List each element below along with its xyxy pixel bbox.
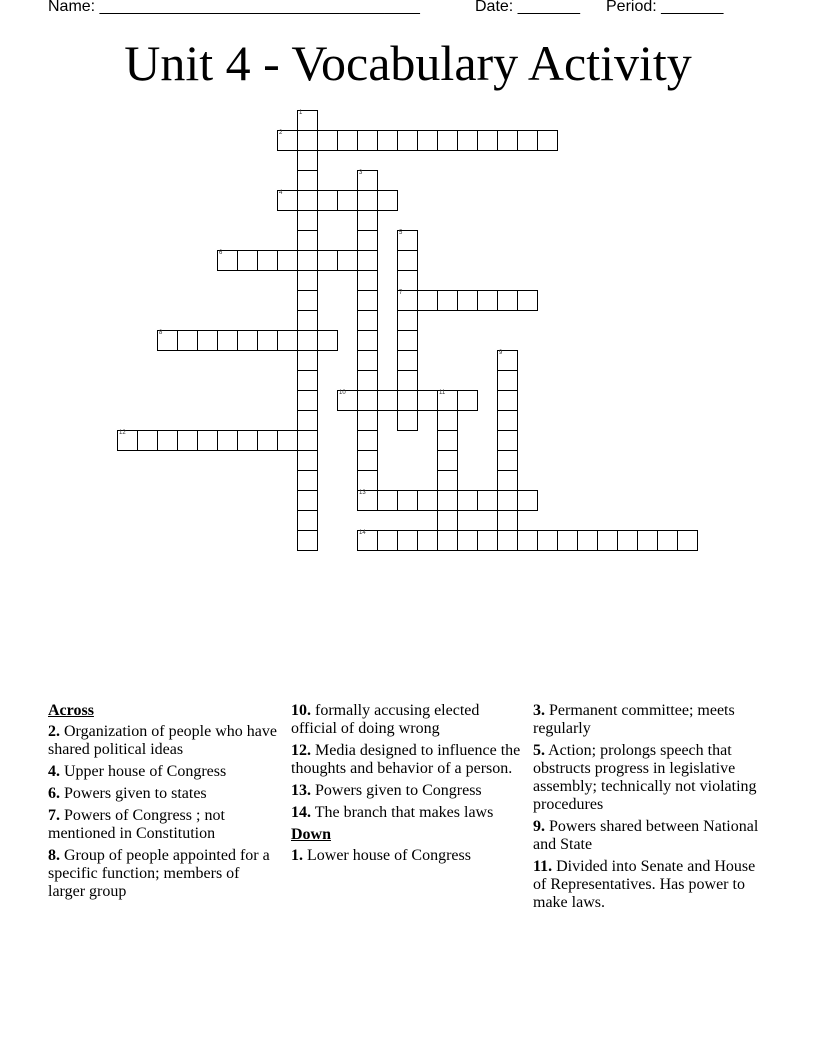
crossword-cell[interactable] xyxy=(397,290,418,311)
crossword-cell[interactable] xyxy=(457,290,478,311)
crossword-cell[interactable] xyxy=(517,530,538,551)
crossword-cell[interactable] xyxy=(357,470,378,491)
crossword-cell[interactable] xyxy=(497,450,518,471)
crossword-cell[interactable] xyxy=(297,490,318,511)
crossword-cell[interactable] xyxy=(157,430,178,451)
crossword-cell[interactable] xyxy=(417,290,438,311)
across-heading: Across xyxy=(48,702,94,719)
crossword-cell[interactable] xyxy=(297,330,318,351)
crossword-cell[interactable] xyxy=(497,290,518,311)
crossword-cell[interactable] xyxy=(417,490,438,511)
crossword-cell[interactable] xyxy=(357,410,378,431)
crossword-cell[interactable] xyxy=(277,130,298,151)
crossword-cell[interactable] xyxy=(357,190,378,211)
crossword-cell[interactable] xyxy=(297,150,318,171)
clues-section xyxy=(48,702,778,1002)
crossword-cell[interactable] xyxy=(397,410,418,431)
crossword-cell[interactable] xyxy=(357,130,378,151)
crossword-cell[interactable] xyxy=(497,130,518,151)
crossword-cell[interactable] xyxy=(257,430,278,451)
crossword-cell[interactable] xyxy=(377,490,398,511)
clue-down-11: 11. Divided into Senate and House of Representatives. Has power to make laws. xyxy=(533,858,756,911)
crossword-cell[interactable] xyxy=(197,330,218,351)
crossword-cell[interactable] xyxy=(437,290,458,311)
crossword-cell[interactable] xyxy=(377,390,398,411)
crossword-cell[interactable] xyxy=(437,390,458,411)
crossword-cell[interactable] xyxy=(417,390,438,411)
crossword-cell[interactable] xyxy=(437,410,458,431)
clue-number: 14 xyxy=(359,530,366,536)
crossword-cell[interactable] xyxy=(497,350,518,371)
crossword-cell[interactable] xyxy=(297,390,318,411)
clue-number: 10 xyxy=(339,390,346,396)
crossword-cell[interactable] xyxy=(477,130,498,151)
crossword-cell[interactable] xyxy=(397,350,418,371)
crossword-cell[interactable] xyxy=(577,530,598,551)
clues-column-1 xyxy=(48,702,278,905)
crossword-cell[interactable] xyxy=(457,390,478,411)
crossword-cell[interactable] xyxy=(497,490,518,511)
clue-across-2: 2. Organization of people who have shared political ideas xyxy=(48,723,277,758)
crossword-cell[interactable] xyxy=(357,330,378,351)
crossword-cell[interactable] xyxy=(277,430,298,451)
crossword-cell[interactable] xyxy=(297,310,318,331)
crossword-cell[interactable] xyxy=(337,190,358,211)
crossword-cell[interactable] xyxy=(437,530,458,551)
crossword-cell[interactable] xyxy=(497,530,518,551)
crossword-cell[interactable] xyxy=(217,330,238,351)
down-heading: Down xyxy=(291,826,332,843)
crossword-cell[interactable] xyxy=(497,510,518,531)
clues-column-2 xyxy=(291,702,521,869)
clue-number: 3 xyxy=(359,170,363,176)
clue-across-8: 8. Group of people appointed for a specific function; members of larger group xyxy=(48,847,270,900)
crossword-cell[interactable] xyxy=(277,250,298,271)
crossword-cell[interactable] xyxy=(397,390,418,411)
crossword-cell[interactable] xyxy=(637,530,658,551)
crossword-cell[interactable] xyxy=(317,190,338,211)
crossword-cell[interactable] xyxy=(457,530,478,551)
crossword-cell[interactable] xyxy=(357,530,378,551)
crossword-cell[interactable] xyxy=(137,430,158,451)
clue-down-5: 5. Action; prolongs speech that obstructs progress in legislative assembly; technically not violating procedures xyxy=(533,742,757,813)
crossword-cell[interactable] xyxy=(297,510,318,531)
crossword-cell[interactable] xyxy=(417,130,438,151)
crossword-cell[interactable] xyxy=(297,530,318,551)
clue-down-9: 9. Powers shared between National and State xyxy=(533,818,759,853)
crossword-cell[interactable] xyxy=(357,210,378,231)
crossword-cell[interactable] xyxy=(357,390,378,411)
crossword-cell[interactable] xyxy=(237,250,258,271)
crossword-cell[interactable] xyxy=(297,190,318,211)
clue-number: 7 xyxy=(399,290,403,296)
crossword-cell[interactable] xyxy=(597,530,618,551)
crossword-cell[interactable] xyxy=(297,170,318,191)
clue-number: 12 xyxy=(119,430,126,436)
crossword-cell[interactable] xyxy=(297,290,318,311)
page-title: Unit 4 - Vocabulary Activity xyxy=(124,35,692,91)
crossword-cell[interactable] xyxy=(357,290,378,311)
crossword-cell[interactable] xyxy=(217,250,238,271)
crossword-cell[interactable] xyxy=(537,130,558,151)
clue-across-7: 7. Powers of Congress ; not mentioned in Constitution xyxy=(48,807,225,842)
crossword-cell[interactable] xyxy=(357,450,378,471)
crossword-cell[interactable] xyxy=(297,430,318,451)
clue-number: 5 xyxy=(399,230,403,236)
crossword-cell[interactable] xyxy=(297,270,318,291)
crossword-cell[interactable] xyxy=(177,430,198,451)
crossword-cell[interactable] xyxy=(477,290,498,311)
crossword-cell[interactable] xyxy=(617,530,638,551)
crossword-cell[interactable] xyxy=(497,370,518,391)
crossword-cell[interactable] xyxy=(297,230,318,251)
clue-number: 4 xyxy=(279,190,283,196)
crossword-cell[interactable] xyxy=(657,530,678,551)
crossword-cell[interactable] xyxy=(337,250,358,271)
name-field[interactable]: Name: ____________________________________ xyxy=(48,0,420,15)
clue-down-1: 1. Lower house of Congress xyxy=(291,847,471,864)
crossword-cell[interactable] xyxy=(297,350,318,371)
crossword-cell[interactable] xyxy=(217,430,238,451)
crossword-cell[interactable] xyxy=(237,430,258,451)
crossword-cell[interactable] xyxy=(397,330,418,351)
crossword-cell[interactable] xyxy=(437,450,458,471)
crossword-cell[interactable] xyxy=(297,450,318,471)
crossword-cell[interactable] xyxy=(677,530,698,551)
crossword-cell[interactable] xyxy=(457,130,478,151)
clue-number: 9 xyxy=(499,350,503,356)
clue-number: 2 xyxy=(279,130,283,136)
crossword-cell[interactable] xyxy=(397,370,418,391)
crossword-cell[interactable] xyxy=(437,470,458,491)
crossword-cell[interactable] xyxy=(517,290,538,311)
crossword-cell[interactable] xyxy=(477,490,498,511)
clue-across-10: 10. formally accusing elected official of doing wrong xyxy=(291,702,480,737)
crossword-cell[interactable] xyxy=(357,310,378,331)
crossword-cell[interactable] xyxy=(197,430,218,451)
date-field[interactable]: Date: _______ xyxy=(475,0,580,15)
clue-across-4: 4. Upper house of Congress xyxy=(48,763,227,780)
crossword-cell[interactable] xyxy=(317,130,338,151)
crossword-cell[interactable] xyxy=(297,250,318,271)
crossword-cell[interactable] xyxy=(437,490,458,511)
crossword-cell[interactable] xyxy=(297,130,318,151)
crossword-cell[interactable] xyxy=(357,430,378,451)
crossword-cell[interactable] xyxy=(397,270,418,291)
clue-across-12: 12. Media designed to influence the thoughts and behavior of a person. xyxy=(291,742,521,777)
clue-number: 11 xyxy=(439,390,446,396)
crossword-cell[interactable] xyxy=(177,330,198,351)
crossword-cell[interactable] xyxy=(397,230,418,251)
crossword-cell[interactable] xyxy=(457,490,478,511)
period-field[interactable]: Period: _______ xyxy=(606,0,724,15)
crossword-cell[interactable] xyxy=(337,130,358,151)
crossword-cell[interactable] xyxy=(517,130,538,151)
crossword-cell[interactable] xyxy=(437,430,458,451)
clue-across-6: 6. Powers given to states xyxy=(48,785,207,802)
crossword-cell[interactable] xyxy=(277,190,298,211)
clue-number: 8 xyxy=(159,330,163,336)
crossword-cell[interactable] xyxy=(377,130,398,151)
crossword-cell[interactable] xyxy=(417,530,438,551)
crossword-cell[interactable] xyxy=(437,130,458,151)
clue-down-3: 3. Permanent committee; meets regularly xyxy=(533,702,735,737)
crossword-cell[interactable] xyxy=(117,430,138,451)
crossword-cell[interactable] xyxy=(397,250,418,271)
crossword-cell[interactable] xyxy=(357,490,378,511)
crossword-cell[interactable] xyxy=(297,110,318,131)
clue-number: 6 xyxy=(219,250,223,256)
crossword-cell[interactable] xyxy=(477,530,498,551)
crossword-cell[interactable] xyxy=(257,330,278,351)
crossword-cell[interactable] xyxy=(317,330,338,351)
crossword-cell[interactable] xyxy=(497,390,518,411)
clue-number: 13 xyxy=(359,490,366,496)
student-info-line xyxy=(48,0,768,20)
crossword-cell[interactable] xyxy=(257,250,278,271)
crossword-cell[interactable] xyxy=(297,410,318,431)
crossword-cell[interactable] xyxy=(357,270,378,291)
crossword-cell[interactable] xyxy=(357,250,378,271)
crossword-cell[interactable] xyxy=(537,530,558,551)
crossword-cell[interactable] xyxy=(357,350,378,371)
crossword-cell[interactable] xyxy=(237,330,258,351)
crossword-cell[interactable] xyxy=(297,210,318,231)
crossword-cell[interactable] xyxy=(357,230,378,251)
crossword-cell[interactable] xyxy=(377,190,398,211)
crossword-cell[interactable] xyxy=(377,530,398,551)
clue-across-14: 14. The branch that makes laws xyxy=(291,804,494,821)
crossword-cell[interactable] xyxy=(357,170,378,191)
crossword-cell[interactable] xyxy=(157,330,178,351)
crossword-cell[interactable] xyxy=(297,470,318,491)
crossword-cell[interactable] xyxy=(277,330,298,351)
crossword-cell[interactable] xyxy=(397,530,418,551)
clue-number: 1 xyxy=(299,110,303,116)
crossword-cell[interactable] xyxy=(337,390,358,411)
crossword-cell[interactable] xyxy=(397,310,418,331)
crossword-cell[interactable] xyxy=(437,510,458,531)
clues-column-3 xyxy=(533,702,763,916)
crossword-cell[interactable] xyxy=(517,490,538,511)
crossword-cell[interactable] xyxy=(497,430,518,451)
crossword-cell[interactable] xyxy=(497,410,518,431)
crossword-cell[interactable] xyxy=(297,370,318,391)
crossword-cell[interactable] xyxy=(397,490,418,511)
crossword-cell[interactable] xyxy=(397,130,418,151)
crossword-cell[interactable] xyxy=(317,250,338,271)
crossword-cell[interactable] xyxy=(357,370,378,391)
crossword-cell[interactable] xyxy=(497,470,518,491)
clue-across-13: 13. Powers given to Congress xyxy=(291,782,482,799)
crossword-cell[interactable] xyxy=(557,530,578,551)
